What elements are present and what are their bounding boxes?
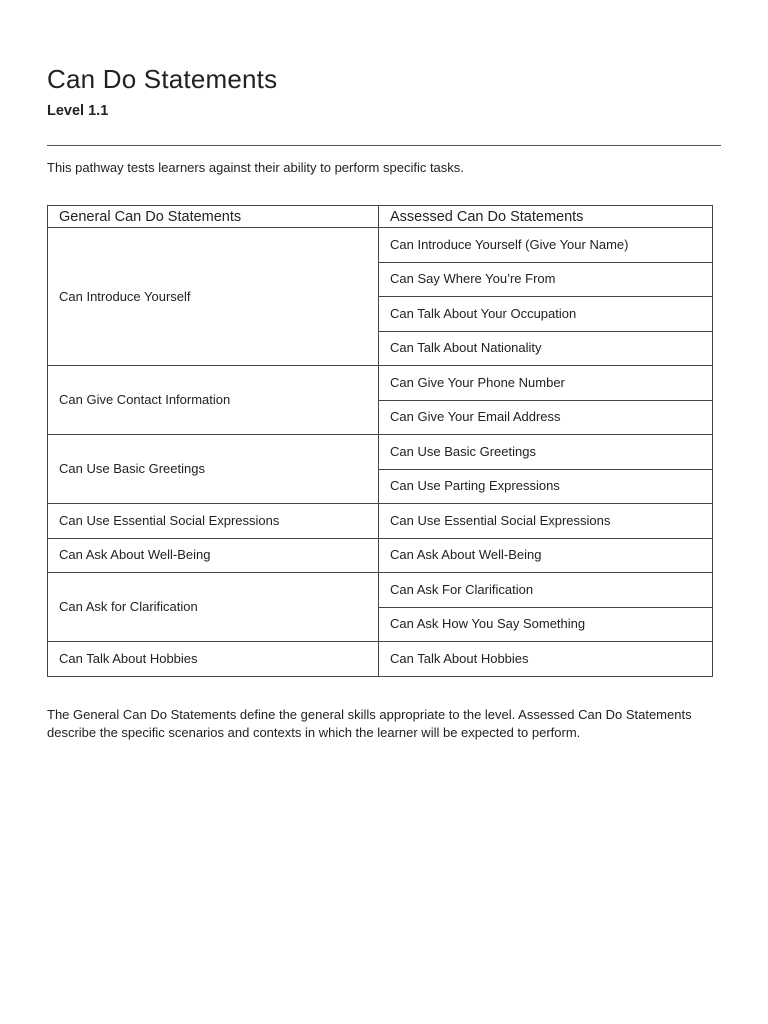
table-row <box>48 435 713 470</box>
table-row <box>48 366 713 401</box>
table-body <box>48 228 713 677</box>
assessed-statement-cell: Can Ask About Well-Being <box>379 538 713 573</box>
table-row <box>48 573 713 608</box>
general-statement-cell: Can Use Essential Social Expressions <box>48 504 379 539</box>
assessed-statement-cell: Can Use Essential Social Expressions <box>379 504 713 539</box>
general-statement-cell: Can Ask for Clarification <box>48 573 379 642</box>
general-statement-cell: Can Introduce Yourself <box>48 228 379 366</box>
assessed-statement-cell: Can Say Where You’re From <box>379 262 713 297</box>
assessed-statement-cell: Can Talk About Nationality <box>379 331 713 366</box>
header-divider <box>47 145 721 146</box>
level-subtitle: Level 1.1 <box>47 103 109 119</box>
table-header-row <box>48 206 713 228</box>
column-header-assessed: Assessed Can Do Statements <box>379 206 713 228</box>
column-header-general: General Can Do Statements <box>48 206 379 228</box>
table-row <box>48 504 713 539</box>
intro-paragraph: This pathway tests learners against their ability to perform specific tasks. <box>47 160 464 175</box>
assessed-statement-cell: Can Ask How You Say Something <box>379 607 713 642</box>
assessed-statement-cell: Can Give Your Phone Number <box>379 366 713 401</box>
can-do-table <box>47 205 713 677</box>
general-statement-cell: Can Ask About Well-Being <box>48 538 379 573</box>
assessed-statement-cell: Can Talk About Hobbies <box>379 642 713 677</box>
table-row <box>48 538 713 573</box>
assessed-statement-cell: Can Use Basic Greetings <box>379 435 713 470</box>
assessed-statement-cell: Can Use Parting Expressions <box>379 469 713 504</box>
general-statement-cell: Can Use Basic Greetings <box>48 435 379 504</box>
page-title: Can Do Statements <box>47 64 278 94</box>
table-row <box>48 228 713 263</box>
table-row <box>48 642 713 677</box>
general-statement-cell: Can Give Contact Information <box>48 366 379 435</box>
assessed-statement-cell: Can Ask For Clarification <box>379 573 713 608</box>
assessed-statement-cell: Can Introduce Yourself (Give Your Name) <box>379 228 713 263</box>
footer-paragraph: The General Can Do Statements define the general skills appropriate to the level. Assessed Can Do Statements describe the specific scenarios and contexts in which the learner will be expected to perform. <box>47 707 692 740</box>
assessed-statement-cell: Can Talk About Your Occupation <box>379 297 713 332</box>
table-header <box>48 206 713 228</box>
assessed-statement-cell: Can Give Your Email Address <box>379 400 713 435</box>
general-statement-cell: Can Talk About Hobbies <box>48 642 379 677</box>
